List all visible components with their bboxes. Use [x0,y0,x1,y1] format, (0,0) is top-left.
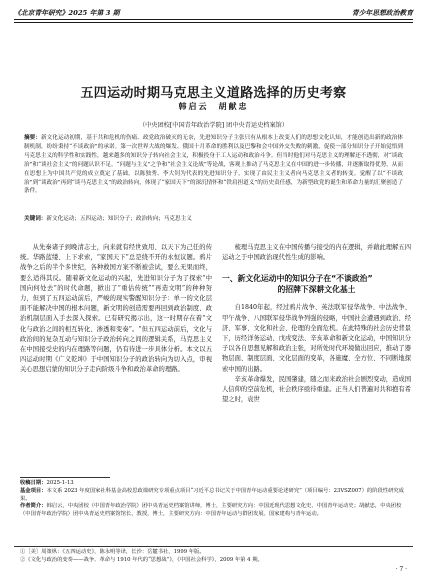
fund-info [20,488,411,504]
received-date [20,480,411,488]
article-title: 五四运动时期马克思主义道路选择的历史考察 [80,86,347,101]
body-paragraph: 自1840年起，经过鸦片战争、英法联军侵华战争、中法战争、甲午战争、八国联军侵华战争列强的侵略，中国社会遭遇到政治、经济、军事、文化和社会、伦理的全面危机。在此特殊的社会历史背景下，历经洋务运动、戊戌变法、辛亥革命和新文化运动，中国知识分子以各自思想见解和政治主张，对所处时代环境做出回应，推动了器物层面、制度层面、文化层面的变革，各施魔、全方位、不同断地探索中国的出路。 [222,304,411,373]
fund-label: 基金项目： [20,487,47,494]
received-label: 收稿日期： [20,480,47,486]
section-title-line2: 的招牌下深耕文化基土 [277,285,356,295]
article-authors: 韩启云 胡献忠 [178,101,249,111]
body-column-left [20,243,212,376]
body-paragraph: 梳理马克思主义在中国传播与接受的内在逻辑，并藉此理解五四运动之于中国政治现代性生成的影响。 [222,244,411,262]
column-name: 青少年思想政治教育 [351,9,413,17]
body-paragraph: 从先秦诸子到晚清志士，向来就有经世致用、以天下为己任的传统。华路蓝缕、上下求索，“家国天下”总是绕不开的永恒议题。鸦片战争之后的半个多世纪，各种救国方案不断被尝试，要么无果而终，要么适得其反。随着新文化运动的兴起，先进知识分子为了探索“中国向何处去”的时代命题，掀出了“重估传统”“再造文明”的种种努力，但到了五四运动前后，严峻的现实警醒知识分子：单一的文化层面不能解决中国的根本问题，新文明的创造需要再回到政治制度、政治机制层面入手去深入探索。已有研究揭示出，这一时期存在着“文化与政治之间的相互转化、渗透和变奏”。“但五四运动前后，文化与政治间的复杂互动与知识分子政治转向之间的逻辑关系，马克思主义在中国接受史的内在理路等问题，仍有待进一步具体分析。本文以五四运动时期《广义乾坤》于中国知识分子的政治转向为切入点，审视关心思想启蒙的知识分子走向阶级斗争和政治革命的理路。 [20,244,212,374]
keywords-text: 新文化运动；五四运动；知识分子；政治转向；马克思主义 [46,216,192,222]
footnote-divider [20,477,110,478]
abstract-text: 新文化运动初期，基于共和危机的伤痛、政党政治破灭的无奈，先进知识分子主张只有从根本上改变人们的思想文化认知，才能创造出新的政治体制机制，纷纷秉持“不谈政治”的承诺。第一次世界大战的爆发、俄国十月革命的胜利以及巴黎和会中国外交失败的刺激，促使一部分知识分子开始觉悟到马克思主义的科学性和实践性，越来越多的知识分子转向社会主义，积极投身于工人运动和政治斗争。但当时他们对马克思主义的理解还不透彻，对“谈政治”和“谈社会主义”的问题认识不足。“问题与主义”之争和“社会主义论战”等论战，客观上推动了马克思主义在中国的进一步传播，并逐渐取得优势，从而在思想上为中国共产党的成立奠定了基础。以陈独秀、李大钊为代表的先进知识分子，实现了由民主主义者向马克思主义者的转变。觉醒了以“不谈政治”到“谈政治”再到“谈马克思主义”的政治转向，体现了“家国天下”的深沉情怀和“铁肩担道义”的历史责任感，为新型政党的诞生和革命力量的汇聚创造了条件。 [24,135,403,195]
author-bio [20,503,411,519]
body-paragraph: 辛亥革命爆发，民国肇建，随之而来政治社会剧烈变动，造成国人信仰的空前危机，社会秩序亟待重建。正当人们普遍对共和抱有希望之时，袁世 [222,375,411,404]
running-header [14,6,413,18]
abstract [24,134,403,196]
fund-value: 本文系 2023 年度国家社科基金高校思政课研究专项重点项目“习近平总书记关于中国青年运动重要论述研究”（项目编号：23VSZ007）的阶段性研究成果。 [20,487,404,502]
author-affiliation: （中央团校[中国青年政治学院] 团中央青运史档案馆） [138,122,289,129]
body-column-right [222,243,411,405]
references-divider [14,546,413,547]
references [20,549,411,565]
header-rule-thin [14,22,413,23]
received-value: 2025-1-13 [46,480,74,486]
section-number: 一、 [222,274,238,284]
keywords [24,214,403,222]
section-title-line1: 新文化运动中的知识分子在“不谈政治” [237,274,373,284]
page-number: · 7 · [395,566,407,573]
reference-item: ②《文化与政治的变奏——战争、革命与 1910 年代的“思想战”》，《中国社会科学》，2009 年第 4 期。 [20,556,263,563]
header-rule-thick [14,19,413,20]
journal-issue: 《北京青年研究》2025 年第 3 期 [14,9,120,17]
keywords-label: 关键词： [24,216,47,222]
reference-item: ①［美］周策纵：《五四运动史》，陈永明等译，长沙：岳麓书社，1999 年版。 [20,549,205,555]
author-bio-label: 作者简介： [20,503,47,510]
article-footnotes [20,480,411,519]
section-heading [222,273,411,295]
abstract-label: 摘要： [24,135,41,141]
author-bio-value: 韩启云，中央团校（中国青年政治学院）团中央青运史档案馆讲师，博士，主要研究方向：中国近现代思想文化史、中国青年运动史；胡献忠，中央团校（中国青年政治学院）团中央青运史档案馆馆长，教授，博士，主要研究方向：中国青年运动与群团发展、国家建构与青年运动。 [20,503,402,518]
